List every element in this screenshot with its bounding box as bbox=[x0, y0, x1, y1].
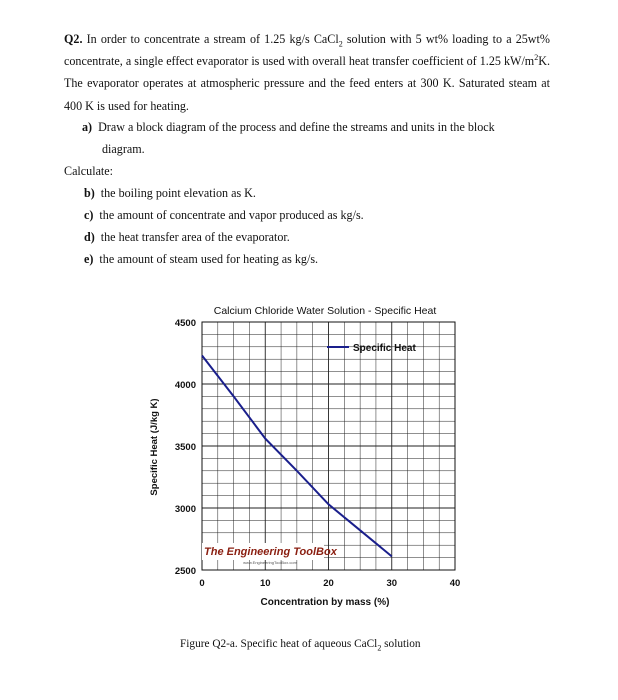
question-number: Q2. bbox=[64, 32, 83, 46]
y-tick-label: 3500 bbox=[174, 442, 196, 453]
x-tick-label: 0 bbox=[199, 578, 205, 589]
watermark-logo: The Engineering ToolBox bbox=[204, 546, 337, 558]
watermark-url: www.EngineeringToolBox.com bbox=[243, 560, 297, 565]
part-b-label: b) bbox=[84, 186, 95, 200]
part-a-continued: diagram. bbox=[102, 142, 145, 156]
part-c-text: the amount of concentrate and vapor produced as kg/s. bbox=[99, 208, 364, 222]
x-tick-label: 10 bbox=[259, 578, 271, 589]
part-a bbox=[82, 116, 550, 160]
part-b bbox=[84, 182, 256, 204]
part-a-text: Draw a block diagram of the process and define the streams and units in the block bbox=[98, 120, 495, 134]
x-axis-label: Concentration by mass (%) bbox=[260, 597, 390, 608]
y-tick-label: 4500 bbox=[174, 318, 196, 329]
part-d bbox=[84, 226, 290, 248]
question-text bbox=[64, 28, 550, 117]
part-a-label: a) bbox=[82, 120, 93, 134]
chart-title: Calcium Chloride Water Solution - Specific Heat bbox=[213, 305, 437, 317]
part-c-label: c) bbox=[84, 208, 94, 222]
part-e-text: the amount of steam used for heating as kg/s. bbox=[99, 252, 319, 266]
figure-caption bbox=[180, 638, 421, 653]
x-tick-label: 30 bbox=[386, 578, 398, 589]
part-e-label: e) bbox=[84, 252, 94, 266]
toolbox-watermark bbox=[202, 543, 338, 565]
y-tick-label: 3000 bbox=[174, 504, 196, 515]
part-d-text: the heat transfer area of the evaporator. bbox=[100, 230, 290, 244]
chart-grid bbox=[202, 322, 455, 570]
x-tick-label: 40 bbox=[449, 578, 461, 589]
part-b-text: the boiling point elevation as K. bbox=[100, 186, 256, 200]
part-d-label: d) bbox=[84, 230, 95, 244]
y-tick-label: 2500 bbox=[174, 566, 196, 577]
chart-legend bbox=[327, 343, 416, 354]
x-tick-label: 20 bbox=[323, 578, 334, 589]
calculate-heading: Calculate: bbox=[64, 164, 114, 178]
specific-heat-chart bbox=[130, 290, 470, 620]
caption-text-1: Figure Q2-a. Specific heat of aqueous CaCl bbox=[180, 638, 378, 650]
question-sup-2: 2 bbox=[534, 53, 539, 63]
y-tick-label: 4000 bbox=[174, 380, 196, 391]
part-e bbox=[84, 248, 318, 270]
y-axis-label: Specific Heat (J/kg K) bbox=[149, 398, 160, 496]
question-text-2: solution with 5 wt% loading to a 25wt% concentrate, a single effect evaporator is used with overall heat transfer coefficient of 1.25 kW/m bbox=[64, 32, 550, 69]
part-c bbox=[84, 204, 364, 226]
caption-sub: 2 bbox=[377, 643, 382, 653]
question-text-1: In order to concentrate a stream of 1.25 kg/s CaCl bbox=[82, 32, 339, 46]
legend-label: Specific Heat bbox=[353, 343, 416, 354]
question-sub-2: 2 bbox=[338, 39, 343, 49]
question-text-3: K. The evaporator operates at atmospheric pressure and the feed enters at 300 K. Saturated steam at 400 K is used for heating. bbox=[64, 54, 550, 113]
caption-text-2: solution bbox=[381, 638, 421, 650]
